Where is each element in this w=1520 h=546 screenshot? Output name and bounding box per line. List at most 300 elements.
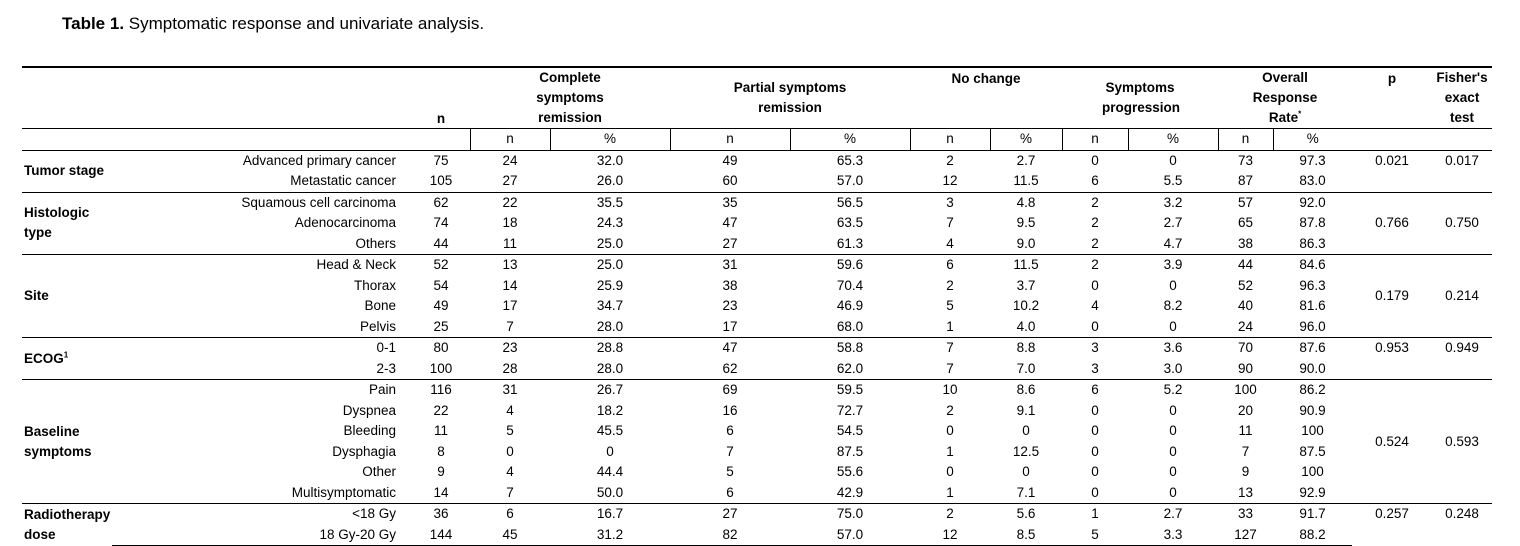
cell-op: 88.2 — [1273, 525, 1352, 546]
cell-cp: 35.5 — [550, 192, 670, 213]
cell-op: 87.6 — [1273, 338, 1352, 359]
cell-n: 49 — [433, 298, 449, 314]
cell-cp: 44.4 — [596, 464, 624, 480]
cell-pn: 5 — [726, 464, 734, 480]
cell-sp: 2.7 — [1128, 504, 1218, 525]
row-label: Bone — [364, 298, 396, 314]
caption-text: Symptomatic response and univariate analysis. — [124, 14, 485, 33]
cell-nn: 6 — [910, 255, 990, 276]
cell-pn: 47 — [722, 215, 738, 231]
cell-pp: 87.5 — [836, 443, 864, 459]
cell-n: 11 — [433, 423, 448, 439]
row-label: Dysphagia — [332, 443, 396, 459]
group-label-text: Baseline symptoms — [24, 423, 92, 459]
cell-op: 97.3 — [1299, 152, 1326, 168]
cell-sn: 2 — [1062, 192, 1128, 213]
table-row — [22, 276, 1492, 297]
subheader-complete-pct: % — [550, 129, 670, 151]
table-row — [22, 421, 1492, 442]
group-label — [22, 380, 112, 504]
header-complete: Complete symptoms remission — [470, 67, 670, 129]
cell-cp: 28.0 — [596, 360, 624, 376]
cell-pn: 6 — [726, 484, 734, 500]
cell-sn: 0 — [1091, 402, 1099, 418]
row-label: Pelvis — [359, 318, 396, 334]
cell-on: 40 — [1238, 298, 1254, 314]
cell-sn: 2 — [1091, 215, 1099, 231]
cell-sp: 3.6 — [1128, 338, 1218, 359]
cell-pn: 17 — [722, 318, 738, 334]
table-row — [22, 171, 1492, 192]
cell-n: 9 — [437, 464, 445, 480]
row-label: <18 Gy — [112, 504, 412, 525]
cell-sn: 3 — [1091, 360, 1099, 376]
group-label-text: Site — [24, 288, 49, 303]
group-label — [22, 192, 112, 255]
table-row — [22, 255, 1492, 276]
cell-cp: 16.7 — [550, 504, 670, 525]
cell-sp: 2.7 — [1163, 215, 1183, 231]
cell-op: 91.7 — [1273, 504, 1352, 525]
table-row — [22, 401, 1492, 422]
cell-sp: 0 — [1169, 423, 1177, 439]
header-overall-text: Overall Response Rate — [1252, 70, 1318, 125]
cell-sn: 2 — [1062, 255, 1128, 276]
cell-op: 90.0 — [1299, 360, 1326, 376]
cell-sp: 0 — [1169, 152, 1177, 168]
cell-np: 11.5 — [1013, 173, 1039, 189]
cell-sn: 1 — [1062, 504, 1128, 525]
cell-on: 65 — [1238, 215, 1254, 231]
cell-np: 10.2 — [1012, 298, 1040, 314]
cell-on: 90 — [1238, 360, 1254, 376]
cell-op: 92.9 — [1299, 484, 1326, 500]
subheader-nochange-n: n — [910, 129, 990, 151]
table-row — [22, 296, 1492, 317]
cell-fisher: 0.593 — [1432, 380, 1492, 504]
cell-nn: 12 — [942, 173, 958, 189]
group-label — [22, 255, 112, 338]
cell-pp: 68.0 — [836, 318, 864, 334]
cell-cn: 22 — [470, 192, 550, 213]
cell-op: 84.6 — [1273, 255, 1352, 276]
row-label: 2-3 — [376, 360, 396, 376]
cell-n: 75 — [433, 152, 449, 168]
cell-np: 5.6 — [990, 504, 1062, 525]
cell-n: 52 — [412, 255, 470, 276]
row-label: Bleeding — [343, 423, 396, 439]
cell-nn: 2 — [946, 277, 954, 293]
cell-sp: 0 — [1169, 318, 1177, 334]
cell-op: 87.5 — [1299, 443, 1326, 459]
cell-cn: 5 — [506, 423, 514, 439]
cell-nn: 2 — [910, 504, 990, 525]
cell-cp: 25.0 — [550, 255, 670, 276]
cell-n: 144 — [412, 525, 470, 546]
cell-p: 0.953 — [1352, 338, 1432, 380]
cell-pp: 42.9 — [836, 484, 864, 500]
row-label: 18 Gy-20 Gy — [112, 525, 412, 546]
subheader-complete-n: n — [470, 129, 550, 151]
cell-fisher: 0.949 — [1432, 338, 1492, 380]
table-row — [22, 150, 1492, 171]
cell-fisher: 0.214 — [1432, 255, 1492, 338]
cell-cp: 25.0 — [596, 235, 624, 251]
cell-n: 25 — [433, 318, 449, 334]
cell-pn: 82 — [670, 525, 790, 546]
cell-pn: 23 — [722, 298, 738, 314]
group-label — [22, 150, 112, 192]
header-progression: Symptoms progression — [1062, 67, 1218, 129]
cell-nn: 0 — [946, 464, 954, 480]
cell-cn: 14 — [502, 277, 518, 293]
cell-op: 81.6 — [1299, 298, 1326, 314]
cell-pn: 69 — [670, 380, 790, 401]
cell-sp: 3.9 — [1128, 255, 1218, 276]
cell-cn: 24 — [502, 152, 518, 168]
cell-on: 87 — [1238, 173, 1254, 189]
cell-pp: 57.0 — [836, 173, 864, 189]
cell-pp: 55.6 — [836, 464, 864, 480]
cell-nn: 4 — [946, 235, 954, 251]
table-row — [22, 525, 1492, 546]
table-caption — [62, 14, 484, 34]
subheader-row — [22, 129, 1492, 151]
cell-sn: 0 — [1091, 277, 1099, 293]
cell-cn: 4 — [506, 402, 514, 418]
subheader-progression-n: n — [1062, 129, 1128, 151]
cell-pp: 58.8 — [790, 338, 910, 359]
table-row — [22, 380, 1492, 401]
cell-np: 7.0 — [1016, 360, 1036, 376]
cell-sn: 6 — [1062, 380, 1128, 401]
cell-cp: 18.2 — [596, 402, 624, 418]
cell-sp: 5.5 — [1163, 173, 1183, 189]
cell-pn: 60 — [722, 173, 738, 189]
row-label: Dyspnea — [342, 402, 396, 418]
row-label: 0-1 — [112, 338, 412, 359]
cell-cn: 0 — [506, 443, 514, 459]
cell-sn: 0 — [1091, 464, 1099, 480]
cell-nn: 7 — [946, 360, 954, 376]
header-overall-sup: * — [1298, 109, 1302, 119]
cell-cp: 0 — [606, 443, 614, 459]
header-partial: Partial symptoms remission — [670, 67, 910, 129]
cell-np: 8.5 — [990, 525, 1062, 546]
cell-pn: 6 — [726, 423, 734, 439]
cell-np: 11.5 — [990, 255, 1062, 276]
row-label: Metastatic cancer — [290, 173, 396, 189]
table-row — [22, 234, 1492, 255]
cell-cp: 28.8 — [550, 338, 670, 359]
cell-pp: 62.0 — [836, 360, 864, 376]
cell-sp: 3.3 — [1128, 525, 1218, 546]
cell-on: 127 — [1218, 525, 1273, 546]
header-row — [22, 67, 1492, 129]
cell-np: 9.0 — [1016, 235, 1036, 251]
cell-n: 44 — [433, 235, 449, 251]
cell-sn: 5 — [1062, 525, 1128, 546]
row-label: Other — [362, 464, 396, 480]
cell-np: 0 — [1022, 464, 1030, 480]
cell-op: 86.3 — [1299, 235, 1326, 251]
cell-cn: 13 — [470, 255, 550, 276]
cell-sn: 0 — [1091, 152, 1099, 168]
cell-cp: 28.0 — [596, 318, 624, 334]
cell-sn: 0 — [1091, 484, 1099, 500]
table-row — [22, 213, 1492, 234]
cell-pn: 38 — [722, 277, 738, 293]
cell-cn: 23 — [470, 338, 550, 359]
cell-p: 0.179 — [1352, 255, 1432, 338]
group-label-text: Tumor stage — [24, 163, 105, 178]
cell-sn: 3 — [1062, 338, 1128, 359]
cell-sn: 6 — [1091, 173, 1099, 189]
cell-sp: 5.2 — [1128, 380, 1218, 401]
cell-pn: 35 — [670, 192, 790, 213]
cell-p: 0.524 — [1352, 380, 1432, 504]
cell-on: 57 — [1218, 192, 1273, 213]
cell-cn: 4 — [506, 464, 514, 480]
cell-pp: 57.0 — [790, 525, 910, 546]
cell-op: 87.8 — [1299, 215, 1326, 231]
cell-np: 4.8 — [990, 192, 1062, 213]
caption-label: Table 1. — [62, 14, 125, 33]
table-row — [22, 338, 1492, 359]
cell-sp: 0 — [1169, 277, 1177, 293]
cell-cn: 6 — [470, 504, 550, 525]
table-row — [22, 504, 1492, 525]
cell-np: 9.5 — [1016, 215, 1036, 231]
cell-sn: 0 — [1091, 443, 1099, 459]
subheader-n-total — [412, 129, 470, 151]
header-n: n — [412, 67, 470, 129]
cell-nn: 3 — [910, 192, 990, 213]
cell-np: 3.7 — [1016, 277, 1036, 293]
cell-pp: 59.6 — [790, 255, 910, 276]
cell-cn: 7 — [506, 484, 514, 500]
cell-cp: 26.7 — [550, 380, 670, 401]
cell-pn: 16 — [722, 402, 738, 418]
cell-on: 9 — [1241, 464, 1250, 480]
cell-on: 70 — [1218, 338, 1273, 359]
cell-pn: 31 — [670, 255, 790, 276]
group-label — [22, 504, 112, 546]
cell-p: 0.766 — [1352, 192, 1432, 255]
cell-cn: 31 — [470, 380, 550, 401]
table-body — [22, 150, 1492, 546]
cell-sp: 0 — [1169, 464, 1177, 480]
cell-sn: 4 — [1091, 298, 1099, 314]
cell-np: 8.6 — [990, 380, 1062, 401]
cell-sp: 3.0 — [1163, 360, 1183, 376]
cell-sp: 0 — [1169, 484, 1177, 500]
cell-op: 100 — [1301, 464, 1324, 480]
subheader-overall-n: n — [1218, 129, 1273, 151]
cell-n: 116 — [412, 380, 470, 401]
cell-on: 7 — [1241, 443, 1250, 459]
row-label: Head & Neck — [112, 255, 412, 276]
subheader-partial-pct: % — [790, 129, 910, 151]
cell-op: 83.0 — [1299, 173, 1326, 189]
cell-pp: 72.7 — [836, 402, 864, 418]
cell-on: 24 — [1238, 318, 1254, 334]
cell-np: 2.7 — [1016, 152, 1036, 168]
cell-on: 20 — [1238, 402, 1254, 418]
cell-fisher: 0.750 — [1432, 192, 1492, 255]
cell-on: 33 — [1218, 504, 1273, 525]
cell-on: 73 — [1238, 152, 1254, 168]
cell-op: 92.0 — [1273, 192, 1352, 213]
cell-on: 52 — [1238, 277, 1254, 293]
cell-nn: 7 — [910, 338, 990, 359]
subheader-progression-pct: % — [1128, 129, 1218, 151]
cell-nn: 0 — [946, 423, 954, 439]
cell-n: 100 — [429, 360, 453, 376]
cell-np: 0 — [1022, 423, 1030, 439]
row-label: Others — [355, 235, 396, 251]
cell-pn: 27 — [670, 504, 790, 525]
cell-sn: 0 — [1091, 318, 1099, 334]
cell-pp: 46.9 — [836, 298, 864, 314]
cell-cp: 25.9 — [596, 277, 624, 293]
cell-sp: 3.2 — [1128, 192, 1218, 213]
cell-op: 90.9 — [1299, 402, 1326, 418]
cell-cn: 27 — [502, 173, 518, 189]
cell-n: 74 — [433, 215, 449, 231]
cell-nn: 2 — [946, 402, 954, 418]
cell-nn: 2 — [946, 152, 954, 168]
cell-nn: 1 — [946, 484, 954, 500]
cell-pp: 75.0 — [790, 504, 910, 525]
cell-p: 0.021 — [1375, 152, 1409, 168]
row-label: Pain — [112, 380, 412, 401]
cell-pn: 62 — [722, 360, 738, 376]
cell-n: 36 — [412, 504, 470, 525]
cell-cn: 28 — [502, 360, 518, 376]
cell-np: 12.5 — [1012, 443, 1040, 459]
cell-cp: 31.2 — [550, 525, 670, 546]
table-row — [22, 462, 1492, 483]
subheader-partial-n: n — [670, 129, 790, 151]
cell-pp: 63.5 — [836, 215, 864, 231]
row-label: Advanced primary cancer — [242, 152, 396, 168]
cell-sn: 2 — [1091, 235, 1099, 251]
cell-cn: 11 — [502, 235, 517, 251]
cell-pp: 61.3 — [836, 235, 864, 251]
cell-pp: 59.5 — [790, 380, 910, 401]
cell-on: 38 — [1238, 235, 1254, 251]
table-row — [22, 192, 1492, 213]
cell-n: 80 — [412, 338, 470, 359]
cell-nn: 1 — [946, 318, 954, 334]
cell-pn: 47 — [670, 338, 790, 359]
header-fisher: Fisher's exact test — [1432, 67, 1492, 129]
cell-n: 14 — [433, 484, 449, 500]
table-row — [22, 359, 1492, 380]
cell-nn: 10 — [910, 380, 990, 401]
cell-pp: 70.4 — [836, 277, 864, 293]
cell-fisher: 0.017 — [1445, 152, 1479, 168]
cell-cn: 7 — [506, 318, 514, 334]
cell-op: 100 — [1301, 423, 1324, 439]
cell-cp: 45.5 — [596, 423, 624, 439]
cell-pn: 7 — [726, 443, 734, 459]
cell-pp: 56.5 — [790, 192, 910, 213]
group-label — [22, 338, 112, 380]
cell-sn: 0 — [1091, 423, 1099, 439]
cell-cp: 50.0 — [596, 484, 624, 500]
cell-np: 8.8 — [990, 338, 1062, 359]
cell-on: 13 — [1238, 484, 1254, 500]
cell-op: 86.2 — [1273, 380, 1352, 401]
cell-nn: 5 — [946, 298, 954, 314]
row-label: Squamous cell carcinoma — [112, 192, 412, 213]
cell-n: 62 — [412, 192, 470, 213]
cell-n: 22 — [433, 402, 449, 418]
results-table — [22, 66, 1492, 546]
cell-on: 44 — [1218, 255, 1273, 276]
row-label: Thorax — [353, 277, 396, 293]
cell-pp: 54.5 — [836, 423, 864, 439]
group-label-text: Radiotherapy dose — [24, 506, 111, 542]
cell-np: 4.0 — [1016, 318, 1036, 334]
header-p: p — [1352, 67, 1432, 129]
cell-n: 54 — [433, 277, 449, 293]
cell-np: 9.1 — [1016, 402, 1036, 418]
cell-pp: 65.3 — [836, 152, 864, 168]
cell-nn: 12 — [910, 525, 990, 546]
cell-n: 8 — [437, 443, 445, 459]
cell-pn: 49 — [722, 152, 738, 168]
cell-np: 7.1 — [1016, 484, 1036, 500]
cell-cn: 45 — [470, 525, 550, 546]
cell-cp: 26.0 — [596, 173, 624, 189]
cell-sp: 8.2 — [1163, 298, 1183, 314]
cell-sp: 0 — [1169, 402, 1177, 418]
group-label-text: Histologic type — [24, 205, 90, 241]
cell-on: 100 — [1218, 380, 1273, 401]
cell-cn: 17 — [502, 298, 518, 314]
cell-cp: 32.0 — [596, 152, 624, 168]
group-label-text: ECOG — [24, 350, 64, 366]
cell-fisher: 0.248 — [1432, 504, 1492, 546]
subheader-overall-pct: % — [1273, 129, 1352, 151]
cell-n: 105 — [429, 173, 453, 189]
table-row — [22, 483, 1492, 504]
cell-sp: 4.7 — [1163, 235, 1183, 251]
row-label: Adenocarcinoma — [294, 215, 396, 231]
cell-cp: 24.3 — [596, 215, 624, 231]
cell-nn: 1 — [946, 443, 954, 459]
group-label-sup: 1 — [63, 350, 69, 359]
header-nochange: No change — [910, 67, 1062, 129]
cell-nn: 7 — [946, 215, 954, 231]
cell-p: 0.257 — [1352, 504, 1432, 546]
table-row — [22, 442, 1492, 463]
table-row — [22, 317, 1492, 338]
cell-on: 11 — [1238, 423, 1253, 439]
cell-cn: 18 — [502, 215, 518, 231]
cell-op: 96.0 — [1299, 318, 1326, 334]
row-label: Multisymptomatic — [291, 484, 396, 500]
cell-op: 96.3 — [1299, 277, 1326, 293]
subheader-nochange-pct: % — [990, 129, 1062, 151]
header-overall — [1218, 67, 1352, 129]
cell-sp: 0 — [1169, 443, 1177, 459]
cell-pn: 27 — [722, 235, 738, 251]
cell-cp: 34.7 — [596, 298, 624, 314]
